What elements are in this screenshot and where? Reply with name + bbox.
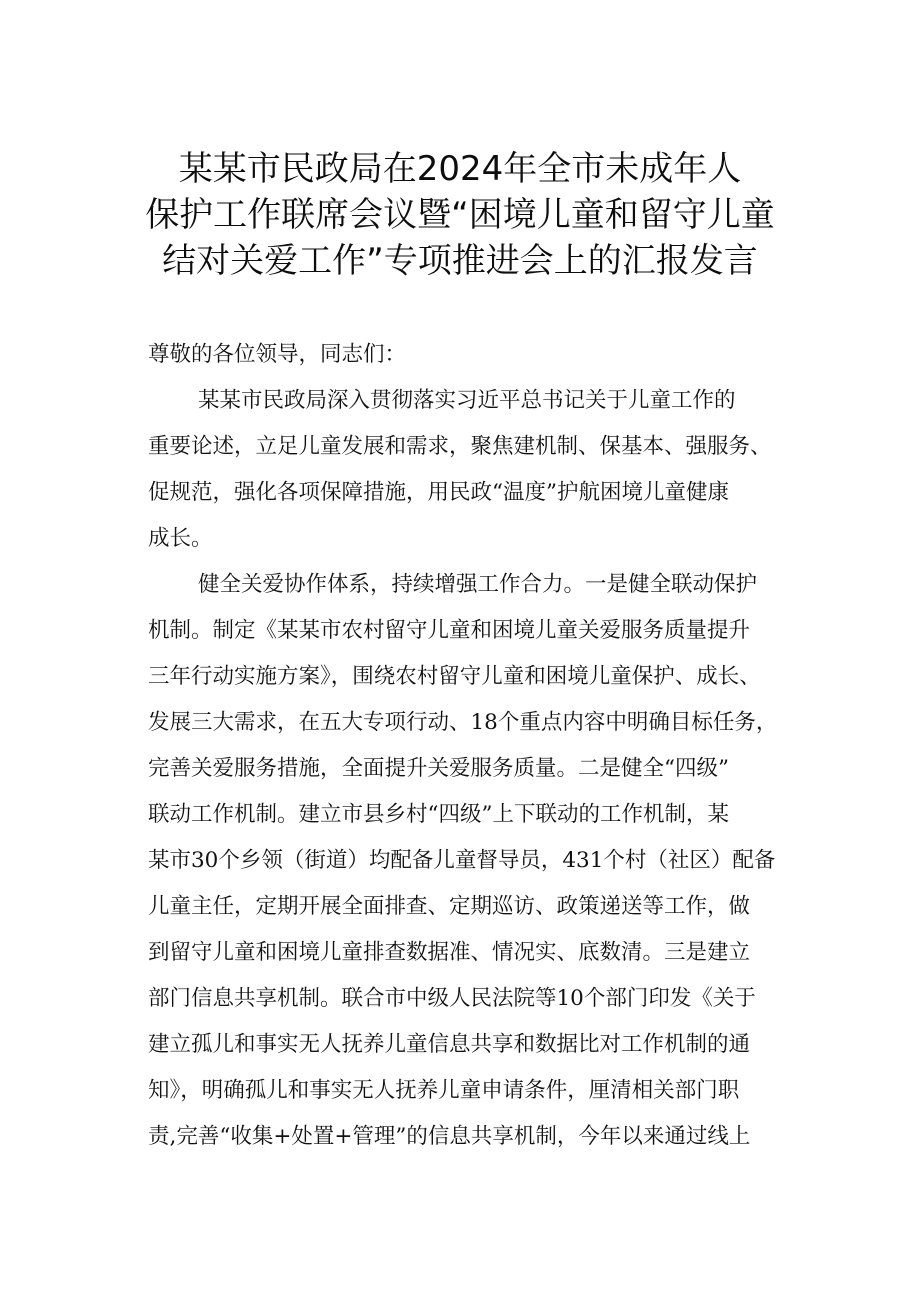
- paragraph-2-line: 机制。制定《某某市农村留守儿童和困境儿童关爱服务质量提升: [148, 618, 751, 643]
- paragraph-1-line: 成长。: [148, 526, 213, 551]
- paragraph-2-line: 建立孤儿和事实无人抚养儿童信息共享和数据比对工作机制的通: [148, 1032, 751, 1057]
- paragraph-2-line: 联动工作机制。建立市县乡村“四级”上下联动的工作机制，某: [148, 802, 729, 827]
- paragraph-2-line: 知》，明确孤儿和事实无人抚养儿童申请条件，厘清相关部门职: [148, 1078, 740, 1103]
- paragraph-2-line: 儿童主任，定期开展全面排查、定期巡访、政策递送等工作，做: [148, 894, 751, 919]
- paragraph-2-line: 到留守儿童和困境儿童排查数据准、情况实、底数清。三是建立: [148, 940, 751, 965]
- paragraph-2-line: 健全关爱协作体系，持续增强工作合力。一是健全联动保护: [198, 572, 758, 597]
- document-body: [148, 332, 808, 1160]
- document-title: [130, 146, 790, 284]
- paragraph-2-line: 三年行动实施方案》，围绕农村留守儿童和困境儿童保护、成长、: [148, 664, 761, 689]
- salutation: 尊敬的各位领导，同志们：: [148, 342, 407, 367]
- paragraph-1-line: 促规范，强化各项保障措施，用民政“温度”护航困境儿童健康: [148, 480, 729, 505]
- paragraph-2-line: 部门信息共享机制。联合市中级人民法院等10个部门印发《关于: [148, 986, 756, 1011]
- paragraph-1-line: 重要论述，立足儿童发展和需求，聚焦建机制、保基本、强服务、: [148, 434, 772, 459]
- paragraph-1: [148, 378, 808, 562]
- title-line-3: 结对关爱工作”专项推进会上的汇报发言: [162, 241, 758, 281]
- paragraph-2: [148, 562, 808, 1160]
- title-line-1: 某某市民政局在2024年全市未成年人: [178, 149, 742, 189]
- paragraph-2-line: 责,完善“收集+处置+管理”的信息共享机制，今年以来通过线上: [148, 1124, 751, 1149]
- title-line-2: 保护工作联席会议暨“困境儿童和留守儿童: [145, 195, 775, 235]
- paragraph-2-line: 完善关爱服务措施，全面提升关爱服务质量。二是健全“四级”: [148, 756, 729, 781]
- paragraph-2-line: 某市30个乡领（街道）均配备儿童督导员，431个村（社区）配备: [148, 848, 776, 873]
- paragraph-1-line: 某某市民政局深入贯彻落实习近平总书记关于儿童工作的: [198, 388, 736, 413]
- paragraph-2-line: 发展三大需求，在五大专项行动、18个重点内容中明确目标任务，: [148, 710, 778, 735]
